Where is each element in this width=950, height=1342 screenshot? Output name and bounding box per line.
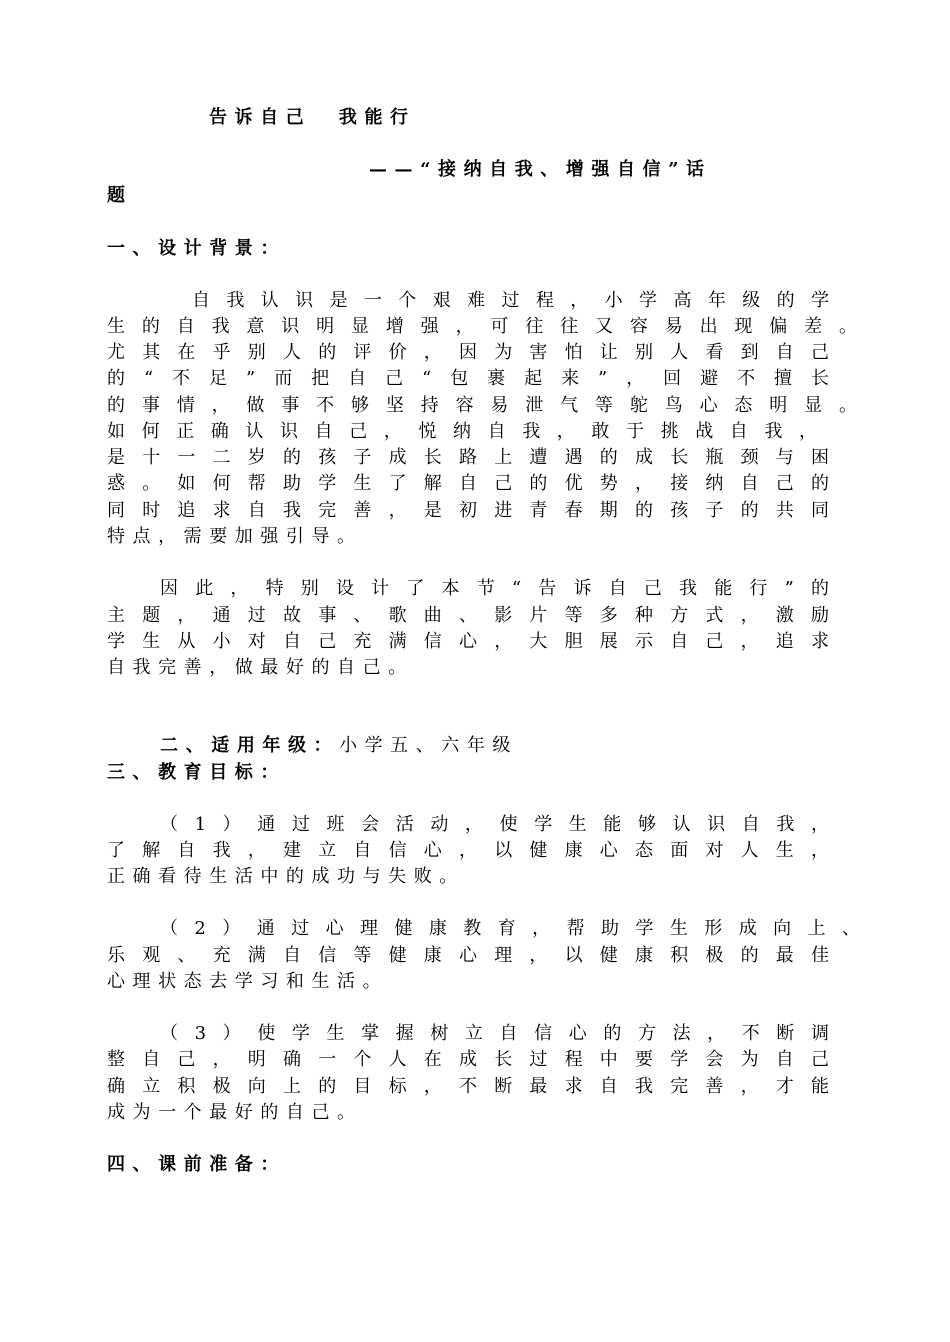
paragraph-line: 同时追求自我完善，是初进青春期的孩子的共同 [107, 500, 829, 521]
paragraph-line: 如何正确认识自己，悦纳自我，敢于挑战自我， [107, 421, 817, 442]
section-heading-background: 一、设计背景： [107, 238, 286, 259]
paragraph-line: 主题，通过故事、歌曲、影片等多种方式，激励 [107, 605, 829, 626]
paragraph-line: 特点，需要加强引导。 [107, 526, 363, 547]
grade-value: 小学五、六年级 [339, 735, 518, 756]
paragraph-line: 整自己，明确一个人在成长过程中要学会为自己 [107, 1049, 829, 1070]
paragraph-line: 的“不足”而把自己“包裹起来”，回避不擅长 [107, 368, 829, 389]
doc-subtitle: ——“接纳自我、增强自信”话 [369, 159, 712, 180]
section-heading-goals: 三、教育目标： [107, 762, 286, 783]
paragraph-line: 自我完善，做最好的自己。 [107, 657, 414, 678]
paragraph-line: 尤其在乎别人的评价，因为害怕让别人看到自己 [107, 342, 829, 363]
doc-title: 告诉自己 我能行 [209, 107, 416, 128]
paragraph-line: 确立积极向上的目标，不断最求自我完善，才能 [107, 1076, 829, 1097]
paragraph-line: 成为一个最好的自己。 [107, 1102, 363, 1123]
paragraph-line: 心理状态去学习和生活。 [107, 971, 389, 992]
paragraph-line: 乐观、充满自信等健康心理，以健康积极的最佳 [107, 945, 829, 966]
paragraph-line: 自我认识是一个艰难过程，小学高年级的学 [192, 290, 829, 311]
paragraph-line: （3）使学生掌握树立自信心的方法，不断调 [160, 1023, 829, 1044]
section-heading-preparation: 四、课前准备： [107, 1154, 286, 1175]
paragraph-line: 了解自我，建立自信心，以健康心态面对人生， [107, 840, 829, 861]
paragraph-line: 的事情，做事不够坚持容易泄气等鸵鸟心态明显。 [107, 395, 857, 416]
paragraph-line: （1）通过班会活动，使学生能够认识自我， [160, 814, 829, 835]
paragraph-line: 生的自我意识明显增强，可往往又容易出现偏差。 [107, 316, 857, 337]
doc-subtitle-cont: 题 [107, 185, 133, 206]
paragraph-line: 是十一二岁的孩子成长路上遭遇的成长瓶颈与困 [107, 447, 829, 468]
paragraph-line: 因此，特别设计了本节“告诉自己我能行”的 [160, 578, 829, 599]
paragraph-line: 惑。如何帮助学生了解自己的优势，接纳自己的 [107, 473, 829, 494]
paragraph-line: （2）通过心理健康教育，帮助学生形成向上、 [160, 918, 860, 939]
paragraph-line: 正确看待生活中的成功与失败。 [107, 866, 465, 887]
section-heading-grade: 二、适用年级： [160, 735, 340, 756]
paragraph-line: 学生从小对自己充满信心，大胆展示自己，追求 [107, 631, 829, 652]
